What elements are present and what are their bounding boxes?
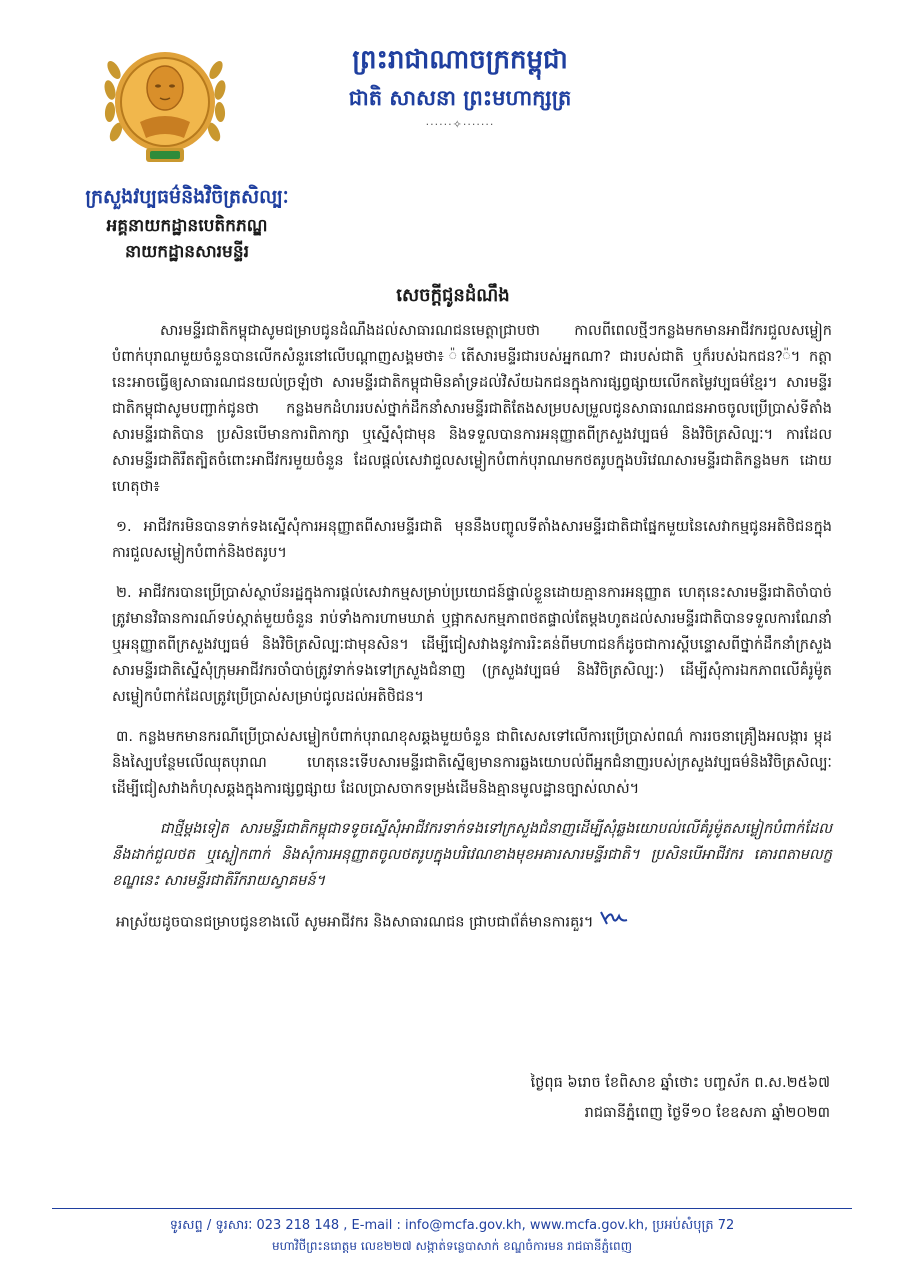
- ministry-name: ក្រសួងវប្បធម៌និងវិចិត្រសិល្បៈ: [85, 186, 289, 208]
- numbered-item-1: ១. អាជីវករមិនបានទាក់ទងស្នើសុំការអនុញ្ញាតពីសារមន្ទីរជាតិ មុននឹងបញ្ចូលទីតាំងសារមន្ទីរជាតិជាផ្នែកមួយនៃសេវាកម្មជូនអតិថិជនក្នុងការជួលសម្លៀកបំពាក់និងថតរូប។: [112, 519, 832, 561]
- lunar-date: ថ្ងៃពុធ ៦រោច ខែពិសាខ ឆ្នាំថោះ បញ្ចស័ក ព.ស.២៥៦៧: [530, 1075, 830, 1091]
- document-title: សេចក្តីជូនដំណឹង: [396, 285, 510, 306]
- date-block: [430, 1068, 830, 1128]
- footer-contact: ទូរសព្ទ / ទូរសារៈ 023 218 148 , E-mail : info@mcfa.gov.kh, www.mcfa.gov.kh, ប្រអប់សំបុត្រ 72: [169, 1218, 735, 1233]
- footer: [52, 1216, 852, 1256]
- numbered-item-2: ២. អាជីវករបានប្រើប្រាស់ស្ថាប័នរដ្ឋក្នុងការផ្តល់សេវាកម្មសម្រាប់ប្រយោជន៍ផ្ទាល់ខ្លួនដោយគ្មានការអនុញ្ញាត ហេតុនេះសារមន្ទីរជាតិចាំបាច់ត្រូវមានវិធានការណ៍ទប់ស្កាត់មួយចំនួន រាប់ទាំងការហាមឃាត់ ឬផ្អាកសកម្មភាពថតផ្ទាល់តែម្តងហូតដល់សារមន្ទីរជាតិបានទទួលការណែនាំ ឬអនុញ្ញាតពីក្រសួងវប្បធម៌ និងវិចិត្រសិល្បៈជាមុនសិន។ ដើម្បីជៀសវាងនូវការរិះគន់ពីមហាជនក៏ដូចជាការស្តីបន្ទោសពីថ្នាក់ដឹកនាំក្រសួង សារមន្ទីរជាតិស្នើសុំក្រុមអាជីវករចាំបាច់ត្រូវទាក់ទងទៅក្រសួងជំនាញ (ក្រសួងវប្បធម៌ និងវិចិត្រសិល្បៈ) ដើម្បីសុំការឯកភាពលើគំរូម៉ូតសម្លៀកបំពាក់ដែលត្រូវប្រើប្រាស់សម្រាប់ជូលដល់អតិថិជន។: [112, 585, 832, 705]
- signature-initial-icon: [595, 908, 629, 937]
- ornament-divider: ······✧·······: [425, 118, 495, 131]
- national-motto: ជាតិ សាសនា ព្រះមហាក្សត្រ: [348, 86, 572, 110]
- closing-line: [112, 908, 832, 937]
- kingdom-name: ព្រះរាជាណាចក្រកម្ពុជា: [352, 45, 568, 75]
- ministry-emblem-logo: [100, 40, 230, 175]
- solar-date: រាជធានីភ្នំពេញ ថ្ងៃទី១០ ខែឧសភា ឆ្នាំ២០២៣: [584, 1105, 830, 1121]
- footer-address: មហាវិថីព្រះនរោត្តម លេខ២២៧ សង្កាត់ទន្លេបាសាក់ ខណ្ឌចំការមន រាជធានីភ្នំពេញ: [271, 1239, 633, 1253]
- sub-department-name: នាយកដ្ឋានសារមន្ទីរ: [124, 242, 250, 262]
- numbered-item-3: ៣. កន្លងមកមានករណីប្រើប្រាស់សម្លៀកបំពាក់បុរាណខុសឆ្គងមួយចំនួន ជាពិសេសទៅលើការប្រើប្រាស់ពណ៌ ការរចនាគ្រឿងអលង្ការ ម្កុដ និងស្បៃបន្ថែមលើឈុតបុរាណ ហេតុនេះទើបសារមន្ទីរជាតិស្នើឲ្យមានការឆ្លងយោបល់ពីអ្នកជំនាញរបស់ក្រសួងវប្បធម៌និងវិចិត្រសិល្បៈ ដើម្បីជៀសវាងកំហុសឆ្គងក្នុងការផ្សព្វផ្សាយ ដែលប្រាសចាកទម្រង់ដើមនិងគ្មានមូលដ្ឋានច្បាស់លាស់។: [112, 729, 832, 797]
- closing-text: អាស្រ័យដូចបានជម្រាបជូនខាងលើ សូមអាជីវករ និងសាធារណជន ជ្រាបជាព័ត៌មានការគួរ។: [116, 914, 594, 931]
- italic-note-paragraph: ជាថ្មីម្តងទៀត សារមន្ទីរជាតិកម្ពុជាទទូចស្នើសុំអាជីវករទាក់ទងទៅក្រសួងជំនាញដើម្បីសុំឆ្លងយោបល់លើគំរូម៉ូតសម្លៀកបំពាក់ដែលនឹងដាក់ជួលថត ឬស្លៀកពាក់ និងសុំការអនុញ្ញាតចូលថតរូបក្នុងបរិវេណខាងមុខអគារសារមន្ទីរជាតិ។ ប្រសិនបើអាជីវករ គោរពតាមលក្ខខណ្ឌនេះ សារមន្ទីរជាតិរីករាយស្វាគមន៍។: [112, 821, 832, 889]
- document-body: [112, 318, 832, 937]
- department-name: អគ្គនាយកដ្ឋានបេតិកភណ្ឌ: [106, 216, 268, 236]
- intro-paragraph: សារមន្ទីរជាតិកម្ពុជាសូមជម្រាបជូនដំណឹងដល់សាធារណជនមេត្តាជ្រាបថា កាលពីពេលថ្មីៗកន្លងមកមានអាជីវករជួលសម្លៀកបំពាក់បុរាណមួយចំនួនបានលើកសំនួរនៅលើបណ្តាញសង្គមថា៖ ៉តើសារមន្ទីរជារបស់អ្នកណា? ជារបស់ជាតិ ឬក៏របស់ឯកជន?៉។ កត្តានេះអាចធ្វើឲ្យសាធារណជនយល់ច្រឡំថា សារមន្ទីរជាតិកម្ពុជាមិនគាំទ្រដល់វិស័យឯកជនក្នុងការផ្សព្វផ្សាយលើកតម្លៃវប្បធម៌ខ្មែរ។ សារមន្ទីរជាតិកម្ពុជាសូមបញ្ជាក់ជូនថា កន្លងមកដំហររបស់ថ្នាក់ដឹកនាំសារមន្ទីរជាតិតែងសម្របសម្រួលជូនសាធារណជនអាចចូលប្រើប្រាស់ទីតាំងសារមន្ទីរជាតិបាន ប្រសិនបើមានការពិភាក្សា ឬស្នើសុំជាមុន និងទទួលបានការអនុញ្ញាតពីក្រសួងវប្បធម៌ និងវិចិត្រសិល្បៈ។ ការដែលសារមន្ទីរជាតិរឹតត្បិតចំពោះអាជីវករមួយចំនួន ដែលផ្តល់សេវាជួលសម្លៀកបំពាក់បុរាណមកថតរូបក្នុងបរិវេណសារមន្ទីរជាតិកន្លងមក ដោយហេតុថា៖: [112, 323, 832, 495]
- emblem-icon: [100, 40, 230, 175]
- footer-divider: [52, 1208, 852, 1209]
- kingdom-heading: [330, 42, 590, 131]
- ministry-block: [52, 183, 322, 265]
